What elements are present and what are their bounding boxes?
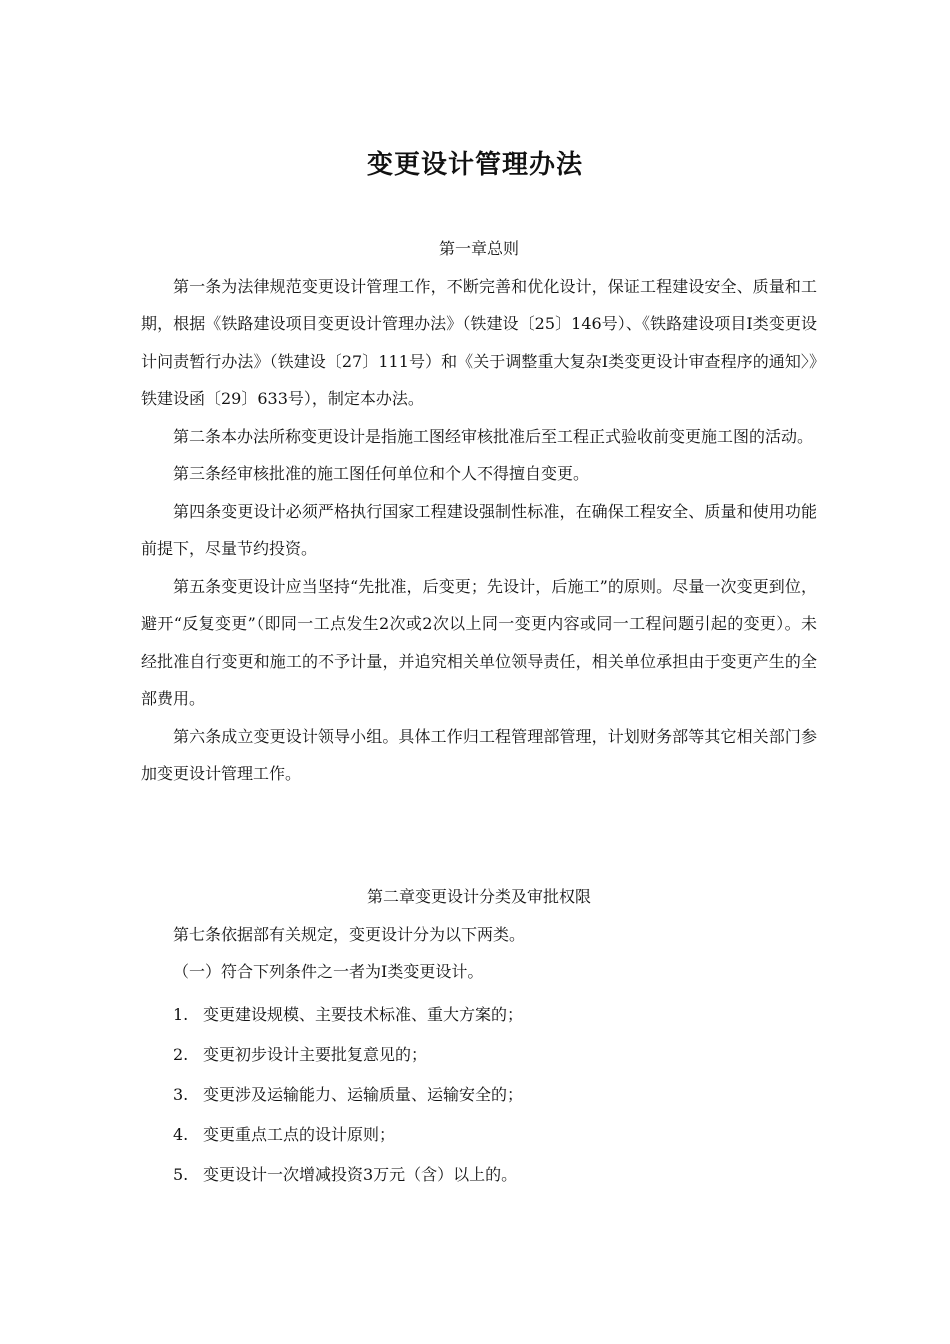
list-item — [141, 995, 817, 1035]
list-item-text: 变更涉及运输能力、运输质量、运输安全的； — [203, 1084, 524, 1104]
chapter-1-section — [141, 230, 817, 793]
article-7: 第七条依据部有关规定，变更设计分为以下两类。 — [173, 924, 526, 944]
article-3: 第三条经审核批准的施工图任何单位和个人不得擅自变更。 — [173, 464, 590, 483]
list-item-number: 5. — [173, 1164, 189, 1184]
article-1: 第一条为法律规范变更设计管理工作，不断完善和优化设计，保证工程建设安全、质量和工期，根据《铁路建设项目变更设计管理办法》（铁建设〔25〕146号）、《铁路建设项目I类变更设计问责暂行办法》（铁建设〔27〕111号）和《关于调整重大复杂I类变更设计审查程序的通知〉》铁建设函〔29〕633号），制定本办法。 — [141, 276, 817, 408]
list-item — [141, 1115, 817, 1155]
chapter-1-heading: 第一章总则 — [438, 239, 519, 258]
list-item-text: 变更设计一次增减投资3万元（含）以上的。 — [203, 1164, 518, 1184]
list-item-number: 1. — [173, 1004, 189, 1024]
article-2: 第二条本办法所称变更设计是指施工图经审核批准后至工程正式验收前变更施工图的活动。 — [173, 426, 814, 446]
document-title: 变更设计管理办法 — [366, 150, 583, 181]
list-item-number: 2. — [173, 1044, 189, 1064]
clause-1: （一）符合下列条件之一者为I类变更设计。 — [173, 962, 484, 981]
list-item — [141, 1075, 817, 1115]
list-item-number: 3. — [173, 1084, 189, 1104]
article-5: 第五条变更设计应当坚持“先批准，后变更；先设计，后施工”的原则。尽量一次变更到位，避开“反复变更”（即同一工点发生2次或2次以上同一变更内容或同一工程问题引起的变更）。未经批准自行变更和施工的不予计量，并追究相关单位领导责任，相关单位承担由于变更产生的全部费用。 — [141, 576, 817, 708]
article-6: 第六条成立变更设计领导小组。具体工作归工程管理部管理，计划财务部等其它相关部门参加变更设计管理工作。 — [141, 726, 817, 783]
type-i-conditions-list — [141, 995, 817, 1195]
list-item-number: 4. — [173, 1124, 189, 1144]
list-item — [141, 1035, 817, 1075]
chapter-2-section — [141, 878, 817, 1195]
list-item-text: 变更重点工点的设计原则； — [203, 1124, 396, 1144]
list-item-text: 变更初步设计主要批复意见的； — [203, 1044, 428, 1064]
article-4: 第四条变更设计必须严格执行国家工程建设强制性标准，在确保工程安全、质量和使用功能前提下，尽量节约投资。 — [141, 501, 817, 558]
list-item — [141, 1155, 817, 1195]
chapter-2-heading: 第二章变更设计分类及审批权限 — [366, 887, 591, 906]
list-item-text: 变更建设规模、主要技术标准、重大方案的； — [203, 1004, 524, 1024]
